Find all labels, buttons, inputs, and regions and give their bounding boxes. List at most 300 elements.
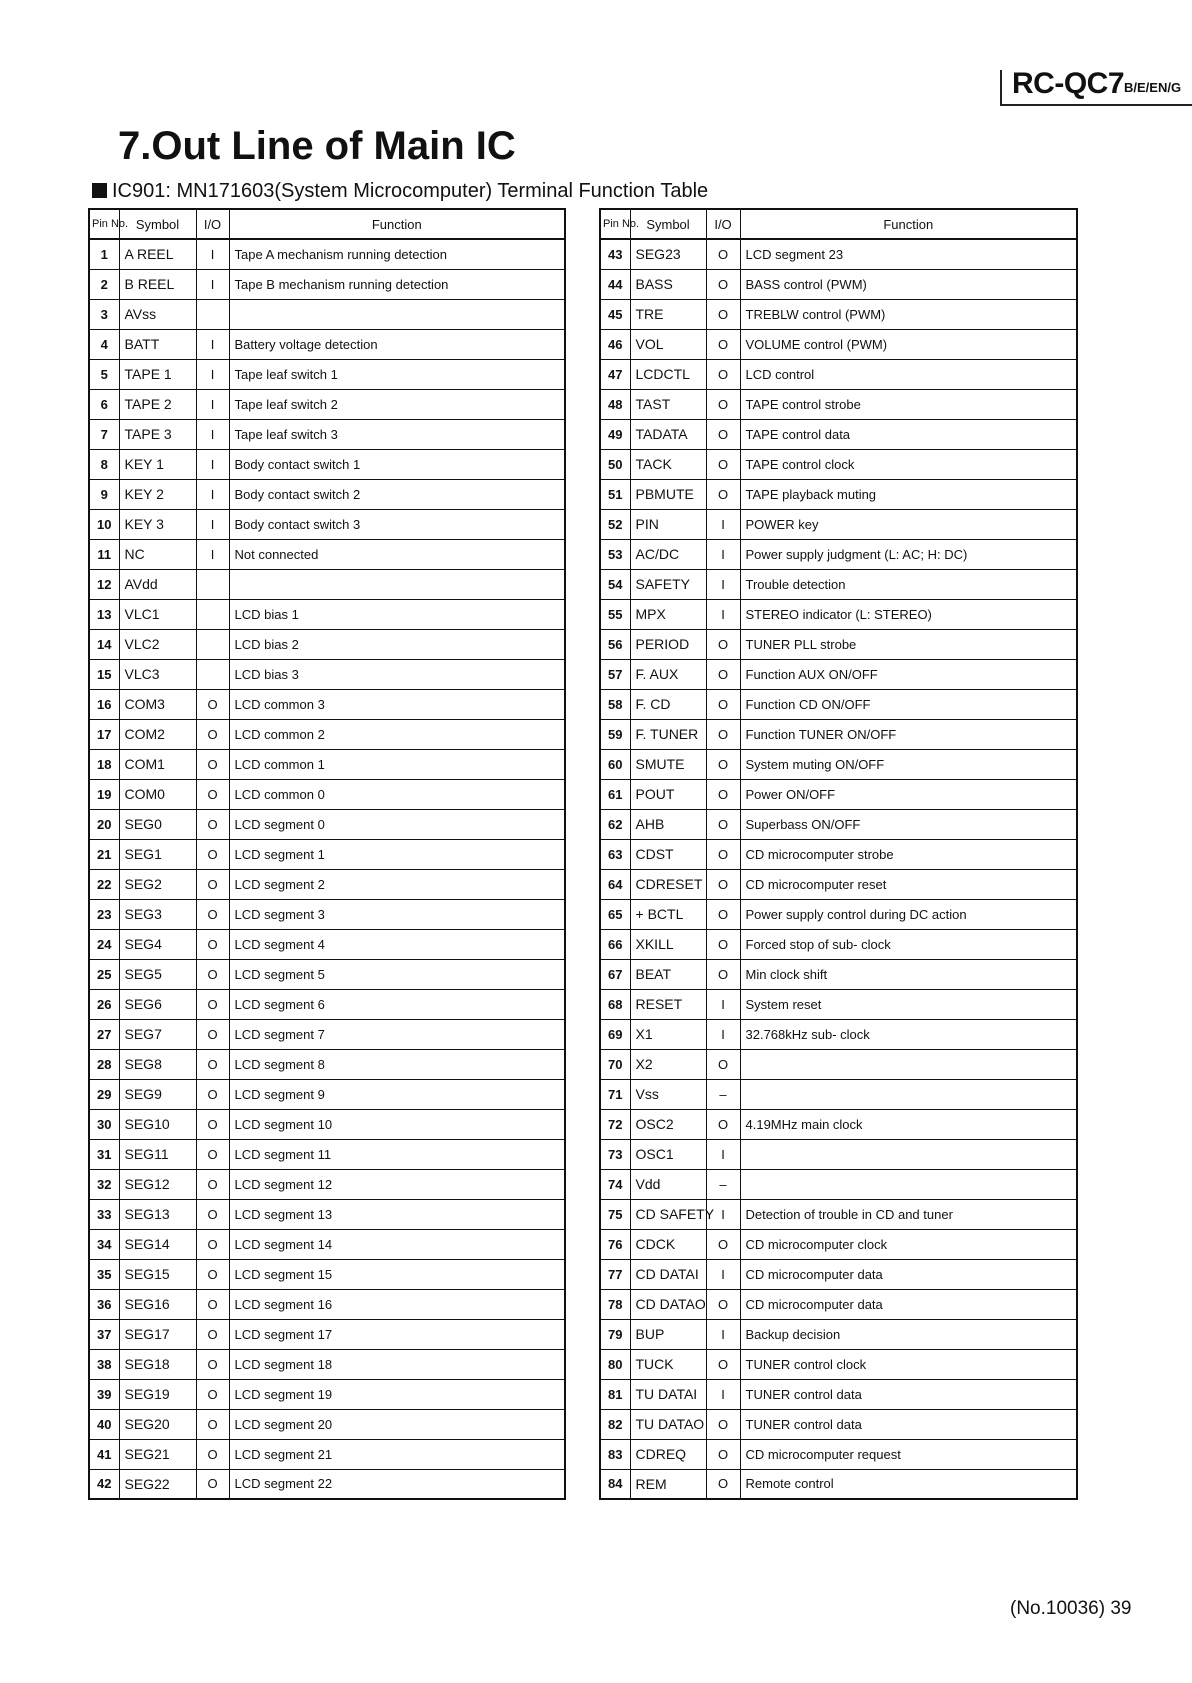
pin-cell: 22 [89,869,119,899]
pin-cell: 76 [600,1229,630,1259]
symbol-cell: BASS [630,269,706,299]
table-row [600,269,1077,299]
symbol-cell: LCDCTL [630,359,706,389]
function-cell: LCD common 3 [229,689,565,719]
function-cell: BASS control (PWM) [740,269,1077,299]
table-row [89,1319,565,1349]
symbol-cell: SEG22 [119,1469,196,1499]
function-cell: Body contact switch 3 [229,509,565,539]
table-row [89,719,565,749]
table-row [600,719,1077,749]
table-row [600,599,1077,629]
symbol-cell: POUT [630,779,706,809]
io-cell: I [706,569,740,599]
pin-cell: 14 [89,629,119,659]
io-cell: O [196,1229,229,1259]
io-cell: I [706,1319,740,1349]
io-cell: O [706,1289,740,1319]
table-row [89,1199,565,1229]
table-row [600,1169,1077,1199]
pin-cell: 65 [600,899,630,929]
symbol-cell: AC/DC [630,539,706,569]
table-row [89,1139,565,1169]
symbol-cell: VLC3 [119,659,196,689]
symbol-cell: COM0 [119,779,196,809]
table-row [89,569,565,599]
pin-cell: 39 [89,1379,119,1409]
function-cell: Min clock shift [740,959,1077,989]
table-row [600,329,1077,359]
table-row [89,449,565,479]
table-row [600,1139,1077,1169]
pin-cell: 46 [600,329,630,359]
function-cell: CD microcomputer strobe [740,839,1077,869]
table-row [600,1229,1077,1259]
io-cell: O [706,329,740,359]
pin-cell: 81 [600,1379,630,1409]
pin-cell: 52 [600,509,630,539]
table-row [600,1049,1077,1079]
io-cell: O [196,899,229,929]
function-cell: Forced stop of sub- clock [740,929,1077,959]
pin-cell: 45 [600,299,630,329]
table-header-row [89,209,565,239]
pin-cell: 53 [600,539,630,569]
table-row [89,1169,565,1199]
function-cell [229,569,565,599]
table-row [89,749,565,779]
table-row [89,509,565,539]
table-row [89,1439,565,1469]
symbol-cell: SEG3 [119,899,196,929]
table-row [89,1289,565,1319]
symbol-cell: TU DATAO [630,1409,706,1439]
symbol-cell: SEG11 [119,1139,196,1169]
table-row [600,389,1077,419]
col-header-symbol: Symbol [119,209,196,239]
function-cell [229,299,565,329]
symbol-cell: SEG13 [119,1199,196,1229]
table-row [89,1049,565,1079]
bullet-square-icon [92,183,107,198]
io-cell: O [706,1409,740,1439]
symbol-cell: BEAT [630,959,706,989]
table-row [89,1109,565,1139]
symbol-cell: Vss [630,1079,706,1109]
function-cell: POWER key [740,509,1077,539]
table-row [89,329,565,359]
table-row [600,989,1077,1019]
table-row [89,1379,565,1409]
pin-cell: 57 [600,659,630,689]
function-cell: LCD control [740,359,1077,389]
function-cell: Tape B mechanism running detection [229,269,565,299]
table-row [89,359,565,389]
io-cell: O [706,1469,740,1499]
io-cell: O [196,989,229,1019]
pin-cell: 78 [600,1289,630,1319]
pin-cell: 75 [600,1199,630,1229]
io-cell: – [706,1079,740,1109]
symbol-cell: BATT [119,329,196,359]
pin-cell: 11 [89,539,119,569]
symbol-cell: TAPE 2 [119,389,196,419]
function-cell: LCD common 2 [229,719,565,749]
symbol-cell: TAPE 3 [119,419,196,449]
io-cell: I [706,539,740,569]
io-cell: O [706,389,740,419]
function-cell: LCD segment 7 [229,1019,565,1049]
symbol-cell: REM [630,1469,706,1499]
table-row [89,959,565,989]
symbol-cell: TUCK [630,1349,706,1379]
symbol-cell: F. TUNER [630,719,706,749]
function-cell: TAPE control strobe [740,389,1077,419]
function-cell [740,1169,1077,1199]
table-row [600,779,1077,809]
function-cell: TUNER PLL strobe [740,629,1077,659]
io-cell: I [706,989,740,1019]
pin-cell: 67 [600,959,630,989]
table-row [600,1079,1077,1109]
pin-cell: 32 [89,1169,119,1199]
table-row [600,839,1077,869]
io-cell: O [196,1109,229,1139]
col-header-io: I/O [706,209,740,239]
io-cell: I [196,479,229,509]
io-cell: O [706,1439,740,1469]
symbol-cell: COM1 [119,749,196,779]
io-cell: I [706,1019,740,1049]
io-cell: O [706,659,740,689]
symbol-cell: TACK [630,449,706,479]
table-row [600,1259,1077,1289]
table-row [89,899,565,929]
page-title: 7.Out Line of Main IC [118,124,516,168]
function-cell: Power supply control during DC action [740,899,1077,929]
table-row [89,539,565,569]
function-cell: Tape A mechanism running detection [229,239,565,269]
pin-cell: 56 [600,629,630,659]
function-cell: LCD segment 22 [229,1469,565,1499]
symbol-cell: SEG4 [119,929,196,959]
function-cell: LCD segment 11 [229,1139,565,1169]
symbol-cell: + BCTL [630,899,706,929]
function-cell: LCD segment 19 [229,1379,565,1409]
symbol-cell: CD DATAO [630,1289,706,1319]
table-row [600,299,1077,329]
function-cell: LCD segment 6 [229,989,565,1019]
pin-cell: 2 [89,269,119,299]
table-row [600,1289,1077,1319]
table-row [89,1259,565,1289]
pin-cell: 28 [89,1049,119,1079]
symbol-cell: SEG7 [119,1019,196,1049]
function-cell: LCD segment 3 [229,899,565,929]
function-cell: TUNER control data [740,1409,1077,1439]
function-cell: Superbass ON/OFF [740,809,1077,839]
pin-cell: 68 [600,989,630,1019]
pin-table-right [599,208,1078,1500]
pin-cell: 70 [600,1049,630,1079]
symbol-cell: SEG6 [119,989,196,1019]
function-cell: LCD bias 2 [229,629,565,659]
symbol-cell: NC [119,539,196,569]
table-row [600,569,1077,599]
io-cell [196,299,229,329]
pin-cell: 72 [600,1109,630,1139]
table-row [89,239,565,269]
pin-cell: 12 [89,569,119,599]
pin-cell: 73 [600,1139,630,1169]
io-cell: O [706,719,740,749]
pin-cell: 69 [600,1019,630,1049]
pin-cell: 50 [600,449,630,479]
io-cell: O [706,479,740,509]
pin-cell: 5 [89,359,119,389]
symbol-cell: F. CD [630,689,706,719]
symbol-cell: SEG17 [119,1319,196,1349]
io-cell: I [196,449,229,479]
table-row [600,449,1077,479]
io-cell: I [196,359,229,389]
table-header-row [600,209,1077,239]
col-header-pin: Pin No. [600,209,630,239]
function-cell: Tape leaf switch 1 [229,359,565,389]
pin-cell: 84 [600,1469,630,1499]
io-cell: O [196,779,229,809]
io-cell: O [706,1049,740,1079]
table-row [600,479,1077,509]
io-cell [196,599,229,629]
pin-cell: 3 [89,299,119,329]
io-cell: O [706,749,740,779]
io-cell: O [196,929,229,959]
io-cell: I [706,509,740,539]
io-cell: I [706,1259,740,1289]
function-cell: Body contact switch 1 [229,449,565,479]
io-cell [196,569,229,599]
pin-cell: 44 [600,269,630,299]
pin-cell: 59 [600,719,630,749]
function-cell: LCD segment 16 [229,1289,565,1319]
symbol-cell: SEG14 [119,1229,196,1259]
io-cell: O [706,449,740,479]
function-cell: Trouble detection [740,569,1077,599]
model-number: RC-QC7 [1012,67,1125,100]
table-row [600,1319,1077,1349]
function-cell: Battery voltage detection [229,329,565,359]
io-cell: O [706,899,740,929]
io-cell: O [196,1319,229,1349]
function-cell: LCD segment 14 [229,1229,565,1259]
symbol-cell: SEG20 [119,1409,196,1439]
table-row [89,839,565,869]
symbol-cell: SAFETY [630,569,706,599]
function-cell: Detection of trouble in CD and tuner [740,1199,1077,1229]
function-cell: CD microcomputer data [740,1259,1077,1289]
io-cell: O [196,1349,229,1379]
pin-cell: 33 [89,1199,119,1229]
pin-cell: 16 [89,689,119,719]
table-row [89,689,565,719]
io-cell: I [196,539,229,569]
function-cell: LCD segment 20 [229,1409,565,1439]
function-cell: LCD segment 23 [740,239,1077,269]
io-cell: I [196,389,229,419]
table-row [89,869,565,899]
table-row [600,1019,1077,1049]
pin-cell: 80 [600,1349,630,1379]
function-cell: Tape leaf switch 3 [229,419,565,449]
symbol-cell: CDRESET [630,869,706,899]
io-cell: O [196,809,229,839]
function-cell: LCD segment 2 [229,869,565,899]
io-cell: I [706,1379,740,1409]
io-cell: O [706,959,740,989]
io-cell: O [196,959,229,989]
pin-cell: 4 [89,329,119,359]
function-cell [740,1049,1077,1079]
pin-cell: 34 [89,1229,119,1259]
pin-cell: 61 [600,779,630,809]
function-cell: TAPE playback muting [740,479,1077,509]
pin-cell: 51 [600,479,630,509]
function-cell: Power ON/OFF [740,779,1077,809]
pin-cell: 62 [600,809,630,839]
table-row [600,869,1077,899]
pin-cell: 37 [89,1319,119,1349]
function-cell: LCD segment 1 [229,839,565,869]
io-cell: O [706,1229,740,1259]
table-row [600,419,1077,449]
function-cell: Remote control [740,1469,1077,1499]
symbol-cell: TAPE 1 [119,359,196,389]
pin-cell: 21 [89,839,119,869]
symbol-cell: B REEL [119,269,196,299]
symbol-cell: CDREQ [630,1439,706,1469]
function-cell: CD microcomputer clock [740,1229,1077,1259]
table-row [89,599,565,629]
symbol-cell: X1 [630,1019,706,1049]
pin-cell: 1 [89,239,119,269]
symbol-cell: CDCK [630,1229,706,1259]
symbol-cell: SEG5 [119,959,196,989]
table-row [600,629,1077,659]
function-cell: CD microcomputer request [740,1439,1077,1469]
symbol-cell: SEG0 [119,809,196,839]
symbol-cell: SEG15 [119,1259,196,1289]
symbol-cell: SEG2 [119,869,196,899]
pin-cell: 47 [600,359,630,389]
symbol-cell: KEY 3 [119,509,196,539]
io-cell: O [706,809,740,839]
symbol-cell: AVss [119,299,196,329]
io-cell: O [196,1169,229,1199]
table-row [600,809,1077,839]
io-cell: O [706,779,740,809]
pin-cell: 64 [600,869,630,899]
symbol-cell: F. AUX [630,659,706,689]
function-cell: LCD segment 15 [229,1259,565,1289]
symbol-cell: SEG9 [119,1079,196,1109]
function-cell: CD microcomputer data [740,1289,1077,1319]
table-row [89,1469,565,1499]
io-cell: O [196,1289,229,1319]
io-cell: O [196,1439,229,1469]
io-cell: O [196,839,229,869]
pin-cell: 63 [600,839,630,869]
table-row [89,1349,565,1379]
table-row [600,929,1077,959]
table-row [600,689,1077,719]
pin-cell: 48 [600,389,630,419]
function-cell: LCD segment 17 [229,1319,565,1349]
pin-cell: 23 [89,899,119,929]
table-row [600,1409,1077,1439]
pin-cell: 7 [89,419,119,449]
pin-cell: 42 [89,1469,119,1499]
function-cell: System muting ON/OFF [740,749,1077,779]
symbol-cell: SMUTE [630,749,706,779]
table-row [600,749,1077,779]
function-cell: Not connected [229,539,565,569]
table-row [89,659,565,689]
function-cell: STEREO indicator (L: STEREO) [740,599,1077,629]
pin-cell: 25 [89,959,119,989]
pin-cell: 29 [89,1079,119,1109]
io-cell: I [196,239,229,269]
symbol-cell: VLC1 [119,599,196,629]
symbol-cell: SEG12 [119,1169,196,1199]
io-cell: O [196,1199,229,1229]
page-number: (No.10036) 39 [1010,1598,1132,1619]
io-cell: O [706,299,740,329]
col-header-function: Function [740,209,1077,239]
symbol-cell: BUP [630,1319,706,1349]
symbol-cell: X2 [630,1049,706,1079]
symbol-cell: SEG19 [119,1379,196,1409]
function-cell: TUNER control clock [740,1349,1077,1379]
pin-cell: 9 [89,479,119,509]
pin-cell: 77 [600,1259,630,1289]
function-cell: CD microcomputer reset [740,869,1077,899]
pin-cell: 40 [89,1409,119,1439]
pin-cell: 43 [600,239,630,269]
symbol-cell: A REEL [119,239,196,269]
table-row [89,479,565,509]
symbol-cell: PBMUTE [630,479,706,509]
function-cell: Body contact switch 2 [229,479,565,509]
function-cell: LCD segment 21 [229,1439,565,1469]
symbol-cell: TU DATAI [630,1379,706,1409]
symbol-cell: SEG21 [119,1439,196,1469]
function-cell: LCD segment 18 [229,1349,565,1379]
caption-text: IC901: MN171603(System Microcomputer) Terminal Function Table [112,180,709,202]
io-cell: O [196,1079,229,1109]
function-cell: LCD segment 8 [229,1049,565,1079]
function-cell [740,1079,1077,1109]
symbol-cell: Vdd [630,1169,706,1199]
symbol-cell: SEG23 [630,239,706,269]
table-row [600,539,1077,569]
symbol-cell: VOL [630,329,706,359]
pin-cell: 82 [600,1409,630,1439]
pin-table-left [88,208,566,1500]
table-row [89,989,565,1019]
table-row [600,239,1077,269]
io-cell: I [196,329,229,359]
